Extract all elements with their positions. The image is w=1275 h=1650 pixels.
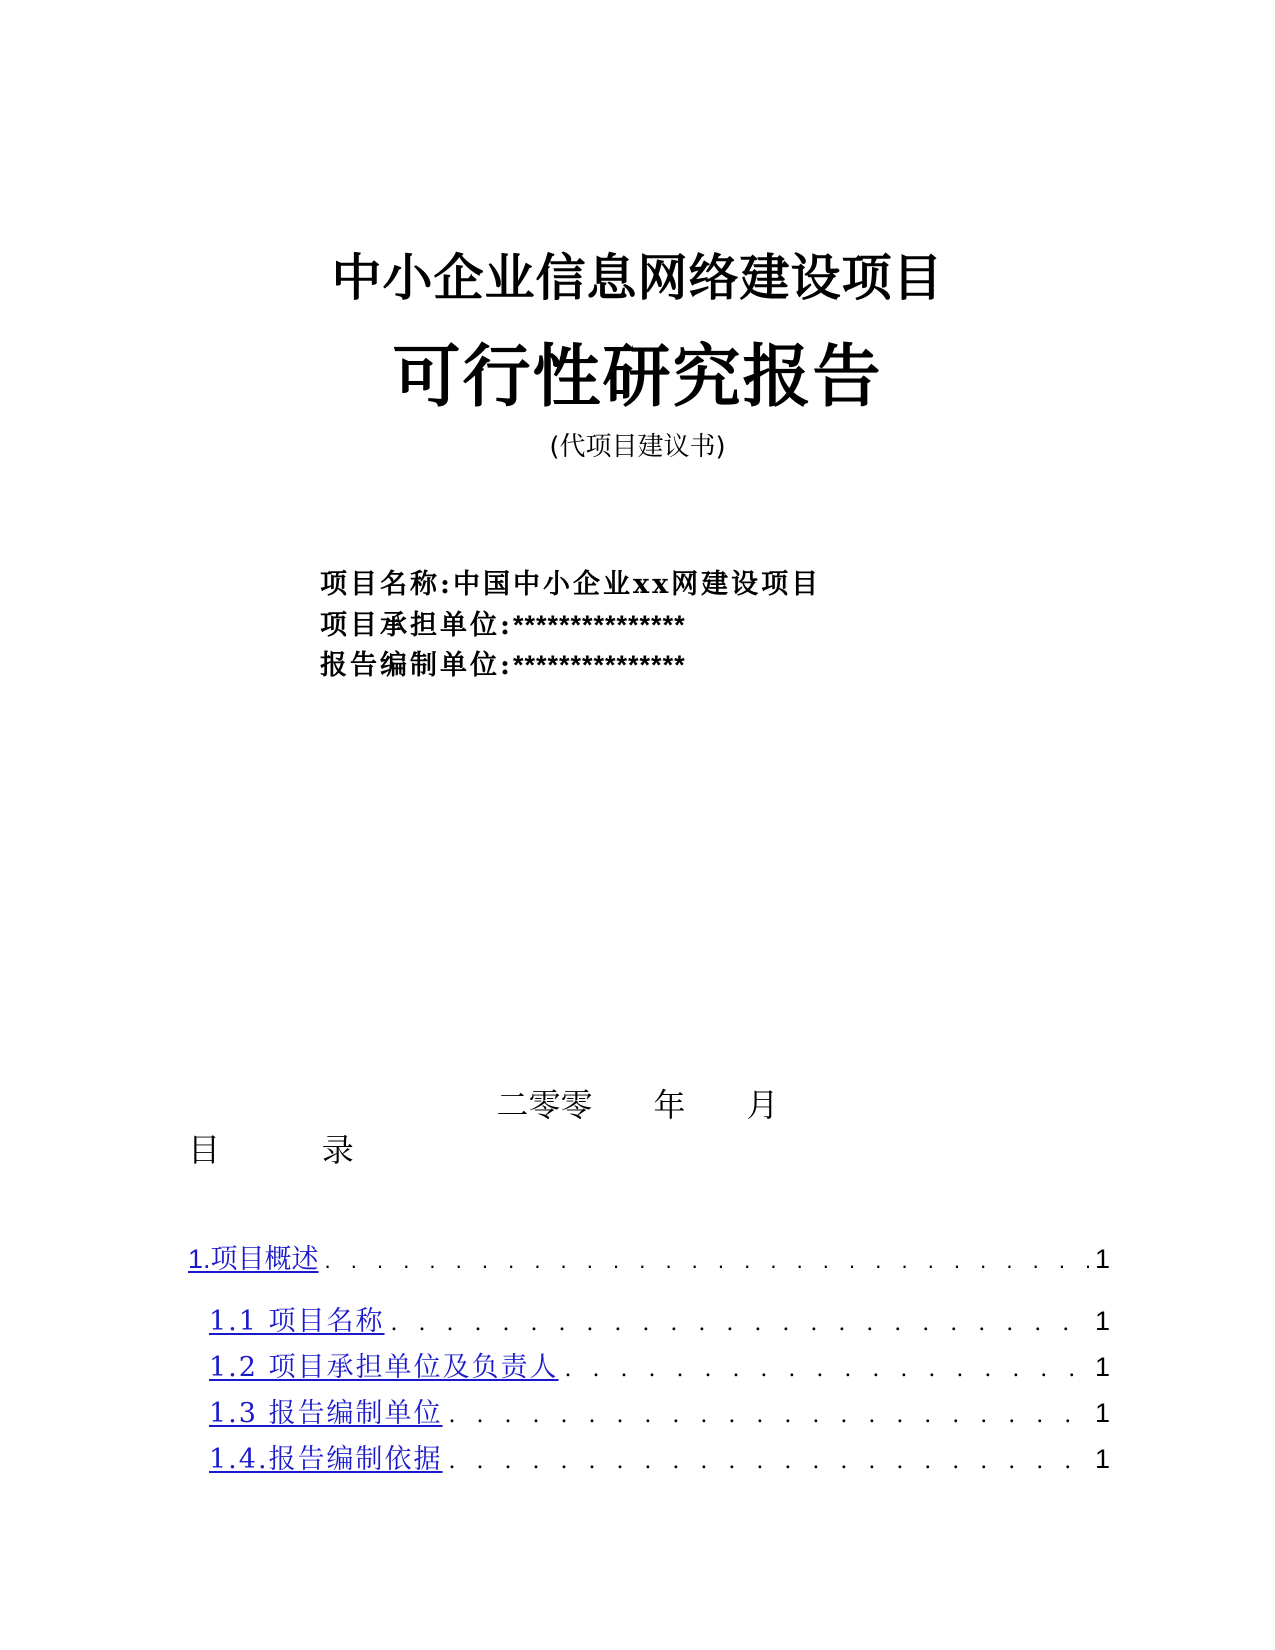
- table-of-contents: [188, 1237, 1110, 1483]
- toc-entry-1-4: [188, 1437, 1110, 1483]
- toc-page-number: 1: [1094, 1306, 1110, 1336]
- report-compiler-row: [320, 645, 821, 685]
- toc-link-project-name[interactable]: 1.1 项目名称: [209, 1306, 385, 1337]
- project-undertaker-label: 项目承担单位:: [320, 610, 513, 641]
- toc-link-report-compiler[interactable]: 1.3 报告编制单位: [209, 1398, 443, 1429]
- toc-leader-dots: [565, 1357, 1089, 1382]
- project-undertaker-row: [320, 605, 821, 645]
- report-title-line1: 中小企业信息网络建设项目: [331, 249, 944, 307]
- toc-leader-dots: [449, 1403, 1089, 1428]
- project-undertaker-value: ***************: [512, 610, 686, 640]
- toc-entry-1-1: [188, 1299, 1110, 1345]
- toc-page-number: 1: [1094, 1352, 1110, 1382]
- toc-leader-dots: [449, 1449, 1089, 1474]
- toc-entry-1-2: [188, 1345, 1110, 1391]
- toc-page-number: 1: [1094, 1244, 1110, 1274]
- toc-leader-dots: [391, 1311, 1089, 1336]
- report-title-line2: 可行性研究报告: [392, 338, 883, 417]
- toc-link-report-basis[interactable]: 1.4.报告编制依据: [209, 1444, 443, 1475]
- toc-heading: 目 录: [188, 1131, 354, 1169]
- report-date: 二零零 年 月: [496, 1086, 779, 1124]
- toc-page-number: 1: [1094, 1398, 1110, 1428]
- toc-link-undertaker-and-leader[interactable]: 1.2 项目承担单位及负责人: [209, 1352, 559, 1383]
- toc-page-number: 1: [1094, 1444, 1110, 1474]
- report-compiler-value: ***************: [512, 650, 686, 680]
- report-compiler-label: 报告编制单位:: [320, 650, 513, 681]
- toc-leader-dots: [325, 1248, 1089, 1274]
- toc-entry-1-3: [188, 1391, 1110, 1437]
- report-subtitle: (代项目建议书): [549, 432, 726, 462]
- toc-entry-1: [188, 1237, 1110, 1299]
- project-name-value: 中国中小企业xx网建设项目: [452, 569, 822, 600]
- toc-link-project-overview[interactable]: 1.项目概述: [188, 1244, 319, 1274]
- project-name-row: [320, 565, 821, 605]
- project-info-block: [320, 565, 821, 685]
- project-name-label: 项目名称:: [320, 569, 453, 600]
